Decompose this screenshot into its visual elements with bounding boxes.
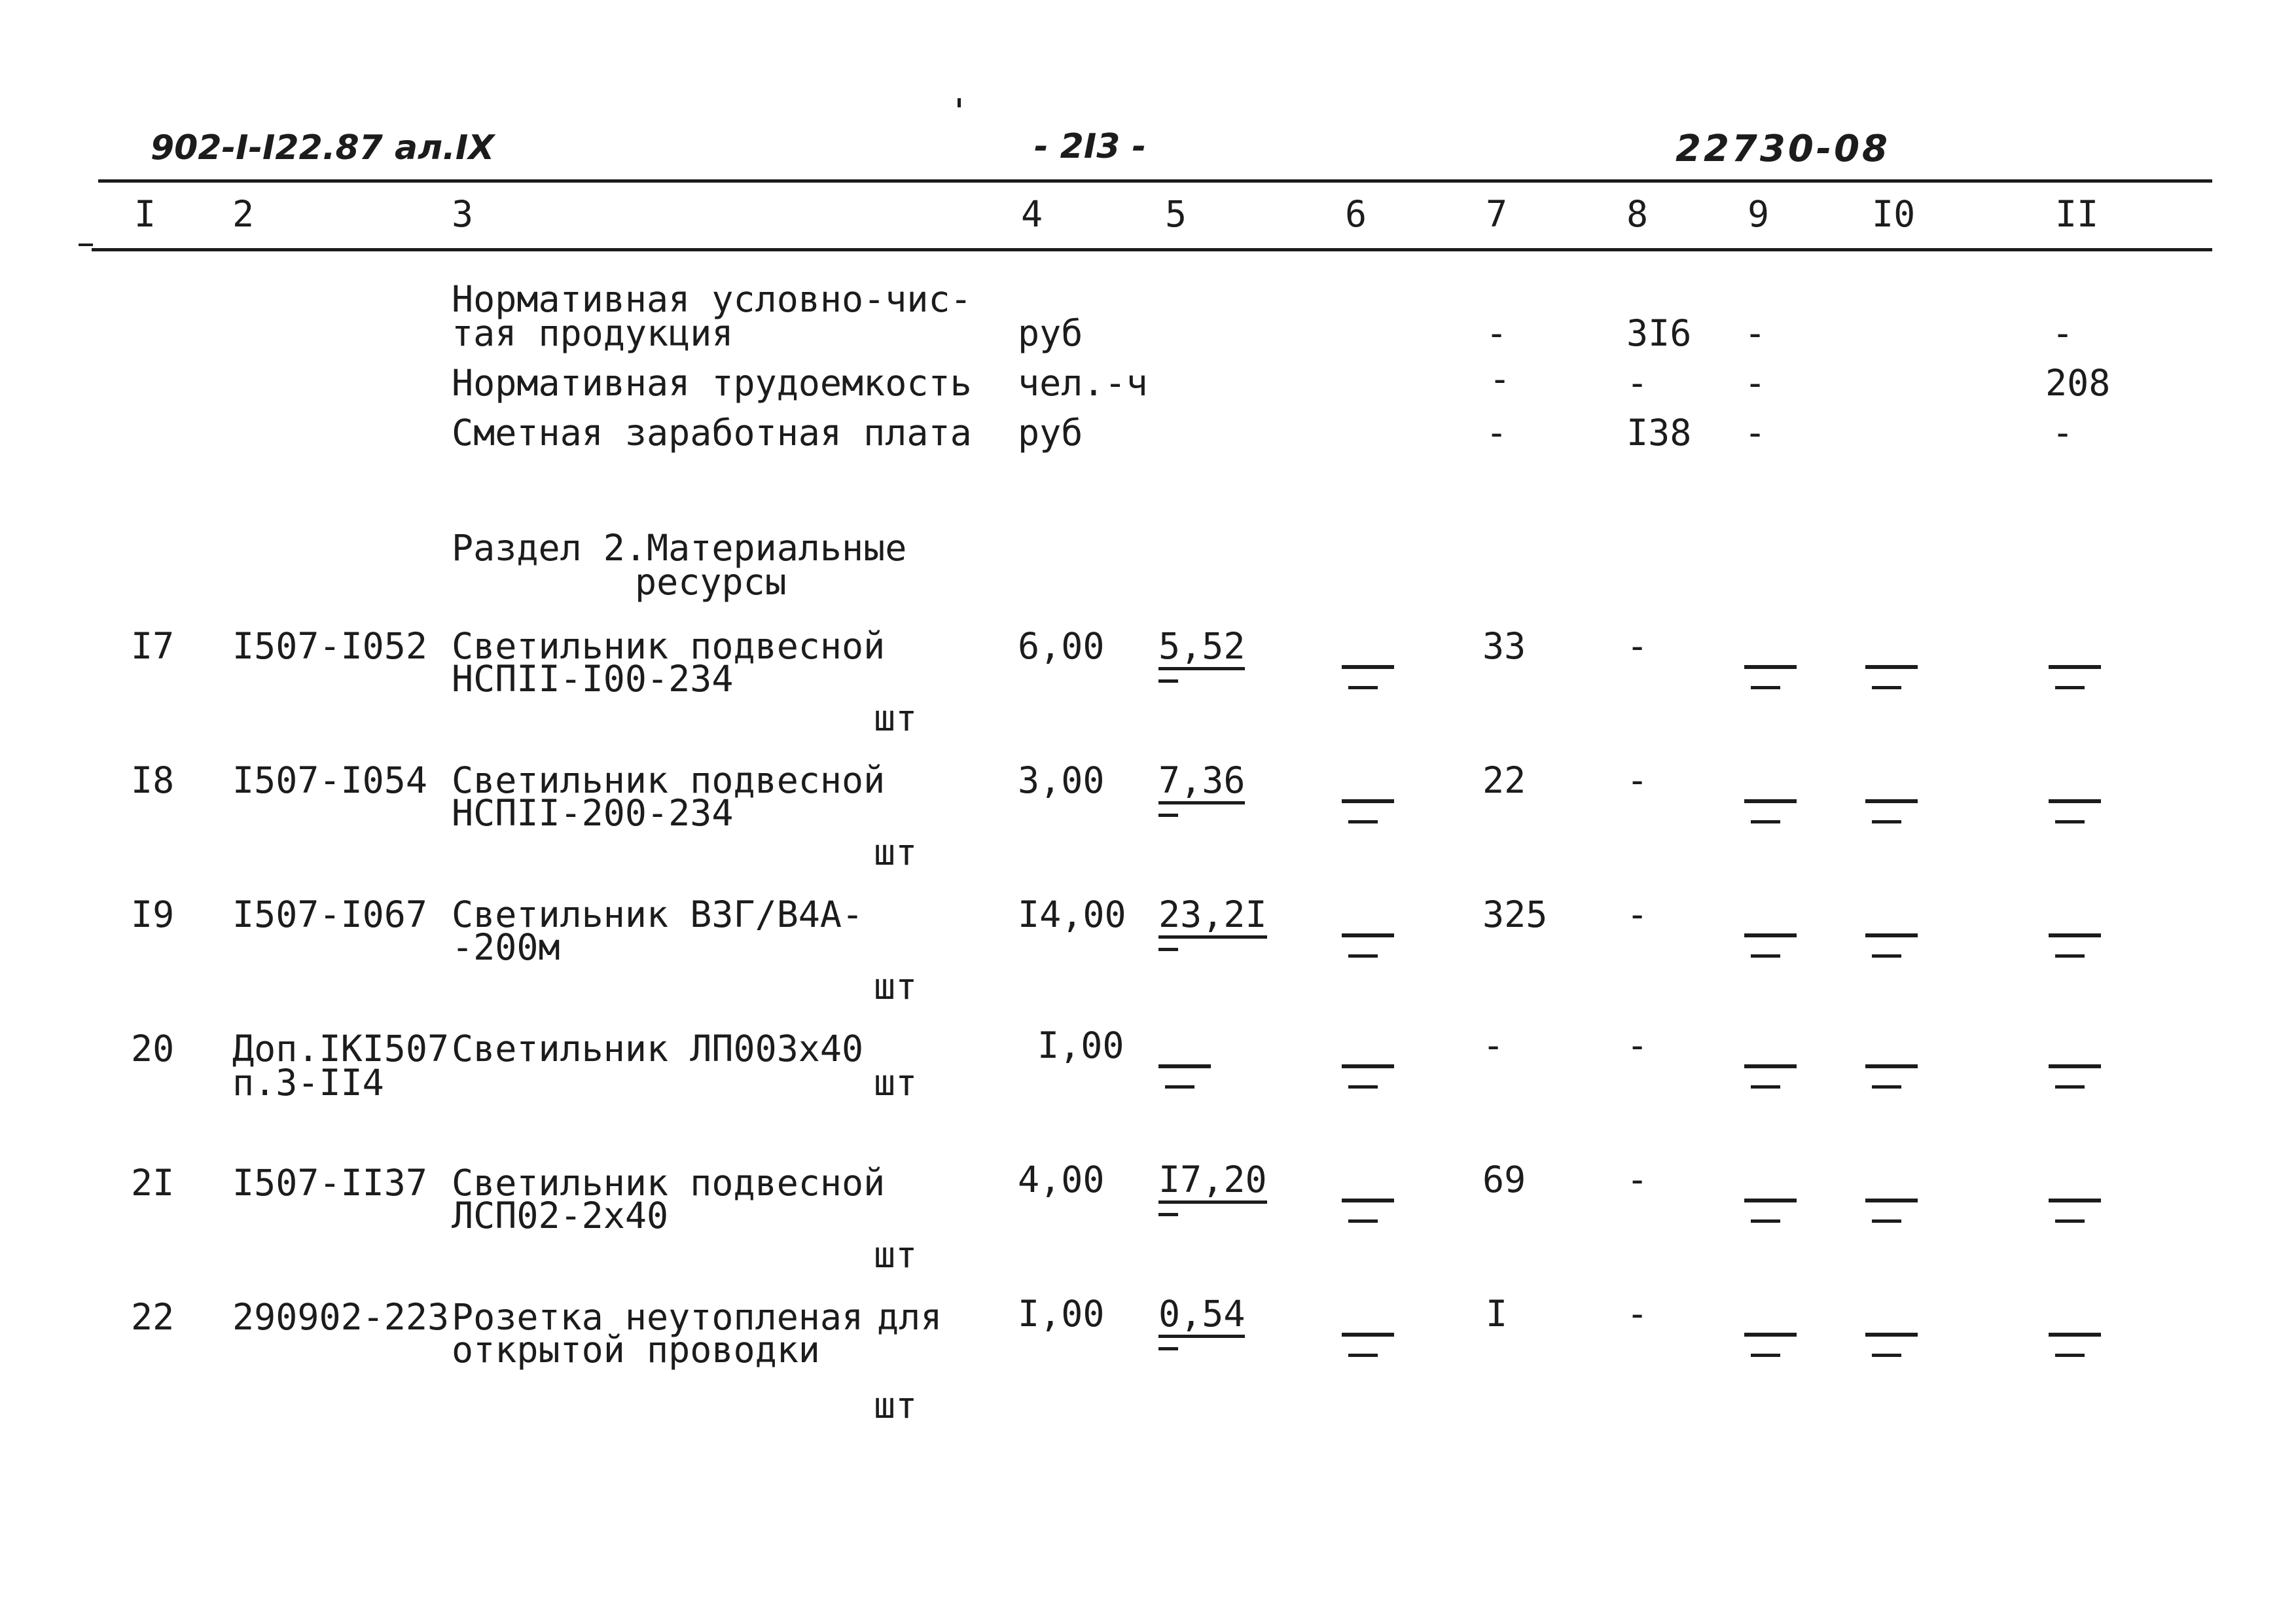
unit-price-fraction [1158, 1028, 1211, 1100]
col9-fraction [1744, 897, 1797, 969]
resource-name: Светильник ЛП003х40 [452, 1028, 864, 1070]
resource-name: Светильник ВЗГ/В4А- [452, 893, 864, 935]
unit-price-lower [1158, 679, 1178, 683]
column-header-1: I [134, 193, 156, 235]
unit-price-lower [1158, 1347, 1178, 1350]
column-header-4: 4 [1021, 193, 1043, 235]
col9-fraction [1744, 1296, 1797, 1368]
unit-price-value: 5,52 [1158, 628, 1245, 670]
col10-fraction [1865, 1028, 1918, 1100]
quantity: I4,00 [1018, 893, 1126, 935]
col7-value: - [1482, 1024, 1505, 1066]
resource-code: I507-I052 [232, 625, 428, 667]
unit: шт [874, 1234, 918, 1276]
col9-fraction [1744, 1162, 1797, 1234]
resource-name-cont: открытой проводки [452, 1329, 820, 1371]
summary-name: Нормативная условно-чис- [452, 278, 972, 320]
unit-price-value: 7,36 [1158, 763, 1245, 804]
resource-code: 290902-223 [232, 1296, 450, 1338]
col6-fraction [1342, 1028, 1394, 1100]
summary-col7: - [1486, 312, 1508, 354]
unit-price-lower [1158, 1213, 1178, 1216]
unit: шт [874, 1384, 918, 1426]
unit-price [1158, 1159, 1267, 1216]
page-number: - 2I3 - [1034, 127, 1147, 166]
unit-price-value: 23,2I [1158, 897, 1267, 939]
col8-value: - [1626, 759, 1649, 801]
summary-col8: - [1626, 362, 1649, 404]
summary-col9: - [1744, 312, 1767, 354]
quantity: 6,00 [1018, 625, 1105, 667]
column-header-3: 3 [452, 193, 474, 235]
unit-price-lower [1158, 814, 1178, 817]
summary-col9: - [1744, 362, 1767, 404]
unit-price-lower [1165, 1085, 1194, 1089]
resource-name-cont: НСПII-200-234 [452, 792, 734, 834]
resource-name: Светильник подвесной [452, 625, 886, 667]
resource-name: Розетка неутопленая [452, 1296, 864, 1338]
col6-fraction [1342, 1296, 1394, 1368]
unit: шт [874, 965, 918, 1007]
unit-price-lower [1158, 948, 1178, 951]
column-header-2: 2 [232, 193, 255, 235]
col7-value: 325 [1482, 893, 1548, 935]
scan-mark [958, 98, 961, 107]
column-header-9: 9 [1748, 193, 1770, 235]
unit: шт [874, 831, 918, 873]
col11-fraction [2049, 628, 2101, 700]
quantity: I,00 [1018, 1293, 1105, 1335]
summary-col11: 208 [2045, 362, 2111, 404]
stray-margin-dash [79, 244, 93, 246]
row-number: I7 [131, 625, 175, 667]
resource-code-cont: п.3-II4 [232, 1062, 384, 1104]
resource-name-suffix: для [877, 1296, 942, 1338]
summary-col7: - [1489, 358, 1511, 400]
summary-name: Нормативная трудоемкость [452, 362, 972, 404]
unit-price [1158, 759, 1246, 817]
col11-fraction [2049, 763, 2101, 835]
col7-value: I [1486, 1293, 1508, 1335]
header-bottom-rule [92, 248, 2212, 251]
row-number: 20 [131, 1028, 175, 1070]
col10-fraction [1865, 1162, 1918, 1234]
col6-fraction [1342, 1162, 1394, 1234]
col10-fraction [1865, 897, 1918, 969]
column-header-8: 8 [1626, 193, 1649, 235]
col8-value: - [1626, 1293, 1649, 1335]
summary-name-cont: тая продукция [452, 312, 734, 354]
resource-name-cont: ЛСП02-2х40 [452, 1195, 669, 1236]
summary-col7: - [1486, 412, 1508, 454]
unit-price [1158, 1293, 1246, 1350]
unit-price-value [1158, 1064, 1211, 1068]
col6-fraction [1342, 897, 1394, 969]
resource-name-cont: НСПII-I00-234 [452, 658, 734, 700]
summary-unit: чел.-ч [1018, 362, 1148, 404]
col11-fraction [2049, 897, 2101, 969]
resource-name: Светильник подвесной [452, 759, 886, 801]
column-header-6: 6 [1345, 193, 1367, 235]
unit: шт [874, 697, 918, 739]
col11-fraction [2049, 1028, 2101, 1100]
unit-price-value: I7,20 [1158, 1162, 1267, 1204]
summary-unit: руб [1018, 312, 1083, 354]
quantity: 4,00 [1018, 1159, 1105, 1200]
inventory-number: 22730-08 [1676, 128, 1890, 170]
summary-col11: - [2052, 412, 2074, 454]
header-top-rule [98, 179, 2212, 183]
quantity: 3,00 [1018, 759, 1105, 801]
col6-fraction [1342, 628, 1394, 700]
col10-fraction [1865, 763, 1918, 835]
column-header-5: 5 [1165, 193, 1187, 235]
row-number: 22 [131, 1296, 175, 1338]
summary-name: Сметная заработная плата [452, 412, 972, 454]
col7-value: 22 [1482, 759, 1526, 801]
col10-fraction [1865, 628, 1918, 700]
summary-unit: руб [1018, 412, 1083, 454]
col8-value: - [1626, 1159, 1649, 1200]
col11-fraction [2049, 1296, 2101, 1368]
col9-fraction [1744, 1028, 1797, 1100]
col6-fraction [1342, 763, 1394, 835]
summary-col8: 3I6 [1626, 312, 1692, 354]
summary-col11: - [2052, 312, 2074, 354]
unit-price [1158, 625, 1246, 683]
col11-fraction [2049, 1162, 2101, 1234]
document-reference: 902-I-I22.87 ал.IX [151, 128, 495, 168]
column-header-11: II [2055, 193, 2099, 235]
column-header-7: 7 [1486, 193, 1508, 235]
column-header-10: I0 [1872, 193, 1916, 235]
col9-fraction [1744, 763, 1797, 835]
summary-col9: - [1744, 412, 1767, 454]
row-number: 2I [131, 1162, 175, 1204]
section-heading-cont: ресурсы [635, 561, 787, 603]
resource-code: I507-I054 [232, 759, 428, 801]
col8-value: - [1626, 625, 1649, 667]
resource-name-cont: -200м [452, 926, 560, 968]
col7-value: 33 [1482, 625, 1526, 667]
col8-value: - [1626, 893, 1649, 935]
resource-code: I507-I067 [232, 893, 428, 935]
col8-value: - [1626, 1024, 1649, 1066]
unit-price-value: 0,54 [1158, 1296, 1245, 1338]
row-number: I9 [131, 893, 175, 935]
summary-col8: I38 [1626, 412, 1692, 454]
resource-name: Светильник подвесной [452, 1162, 886, 1204]
quantity: I,00 [1037, 1024, 1124, 1066]
resource-code: Доп.IКI507 [232, 1028, 450, 1070]
col7-value: 69 [1482, 1159, 1526, 1200]
resource-code: I507-II37 [232, 1162, 428, 1204]
col9-fraction [1744, 628, 1797, 700]
col10-fraction [1865, 1296, 1918, 1368]
unit-price [1158, 893, 1267, 951]
row-number: I8 [131, 759, 175, 801]
section-heading: Раздел 2.Материальные [452, 527, 907, 569]
unit: шт [874, 1062, 918, 1104]
